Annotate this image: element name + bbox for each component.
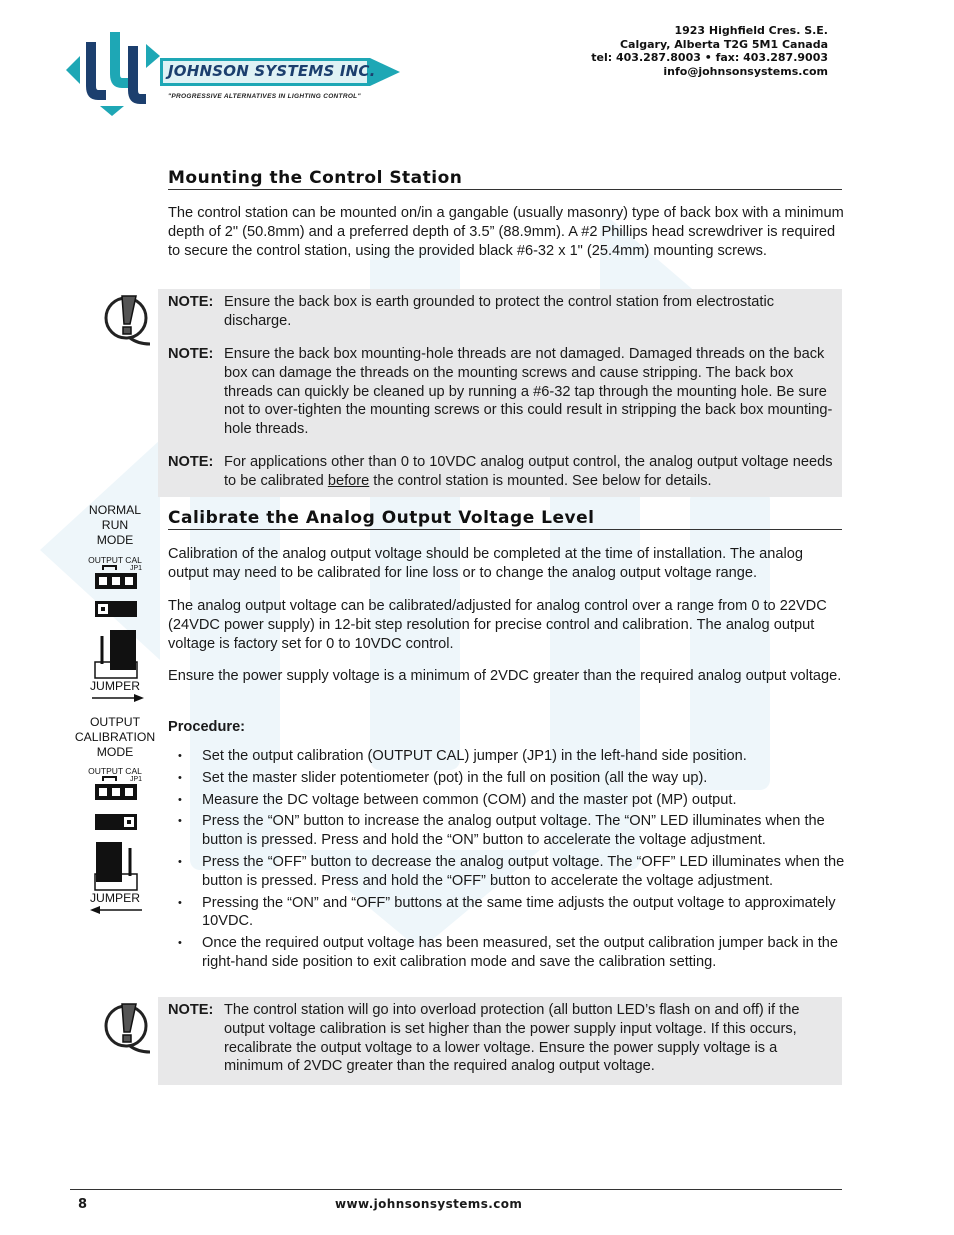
procedure-step: • Press the “OFF” button to decrease the analog output voltage. The “OFF” LED illuminates when the button is pressed. Press and hold the “OFF” button to accelerate the voltage adjustment. <box>168 853 848 891</box>
jumper-side-view-diagram <box>94 840 140 892</box>
mounting-paragraph: The control station can be mounted on/in a gangable (usually masonry) type of back box with a minimum depth of 2" (50.8mm) and a preferred depth of 3.5” (88.9mm). A #2 Phillips head screwdriver is required to secure the control station, using the provided black #6-32 x 1" (25.4mm) mounting screws. <box>168 205 844 259</box>
address-street: 1923 Highfield Cres. S.E. <box>674 24 828 37</box>
company-logo-icon <box>66 24 160 116</box>
note-text: The control station will go into overload protection (all button LED’s flash on and off) if the output voltage calibration is set higher than the power supply input voltage. If this occurs, recalibrate the output voltage to a lower voltage. Ensure the power supply voltage is a minimum of 2VDC greater than the required analog output voltage. <box>224 1002 800 1075</box>
address-phone: tel: 403.287.8003 • fax: 403.287.9003 <box>591 51 828 65</box>
address-email: info@johnsonsystems.com <box>663 64 828 78</box>
note-text: Ensure the back box is earth grounded to protect the control station from electrostatic discharge. <box>224 294 774 329</box>
calibrate-paragraph-3: Ensure the power supply voltage is a minimum of 2VDC greater than the required analog output voltage. <box>168 668 842 684</box>
procedure-step: • Once the required output voltage has been measured, set the output calibration jumper back in the right-hand side position to exit calibration mode and save the calibration setting. <box>168 934 848 972</box>
company-tagline: "PROGRESSIVE ALTERNATIVES IN LIGHTING CONTROL" <box>168 93 361 100</box>
footer-divider <box>70 1189 842 1190</box>
jumper-header-diagram <box>94 773 140 803</box>
note-text-start: For applications other than 0 to 10VDC analog output control, the analog output voltage needs to be calibrated <box>224 454 833 489</box>
footer-website-link[interactable]: www.johnsonsystems.com <box>335 1197 523 1211</box>
note-label: NOTE: <box>168 454 214 470</box>
jp1-label: JP1 <box>129 776 142 783</box>
procedure-steps <box>168 747 848 975</box>
page-number: 8 <box>78 1197 88 1212</box>
jumper-label: JUMPER <box>89 891 141 905</box>
jumper-position-diagram <box>94 600 140 618</box>
caution-note-icon <box>102 290 154 346</box>
mounting-section-title: Mounting the Control Station <box>168 168 842 190</box>
calibration-note <box>168 1001 840 1076</box>
jumper-label: JUMPER <box>89 679 141 693</box>
output-cal-label: OUTPUT CAL <box>88 766 142 776</box>
calibrate-section-title: Calibrate the Analog Output Voltage Level <box>168 508 842 530</box>
arrow-left-icon <box>90 905 142 915</box>
jp1-label: JP1 <box>129 565 142 572</box>
note-text <box>224 453 840 491</box>
procedure-step: • Pressing the “ON” and “OFF” buttons at the same time adjusts the output voltage to approximately 10VDC. <box>168 894 848 932</box>
mounting-notes-box <box>158 289 842 497</box>
note-underlined-word: before <box>327 472 370 489</box>
calibrate-paragraph-1: Calibration of the analog output voltage should be completed at the time of installation. The analog output may need to be calibrated for line loss or to change the analog output voltage range. <box>168 546 803 581</box>
mounting-note-1 <box>168 293 840 331</box>
mounting-note-3 <box>168 453 840 491</box>
procedure-step: • Measure the DC voltage between common (COM) and the master pot (MP) output. <box>168 791 848 810</box>
note-label: NOTE: <box>168 346 214 362</box>
note-label: NOTE: <box>168 1002 214 1018</box>
arrow-right-icon <box>92 693 144 703</box>
normal-run-mode-label: NORMAL RUN MODE <box>88 503 142 547</box>
note-text: Ensure the back box mounting-hole threads are not damaged. Damaged threads on the back box can damage the threads on the mounting screws and cause stripping. The back box threads can quickly be cleaned up by running a #6-32 tap through the mounting hole. Be sure not to over-tighten the mounting screws or this could result in stripping the back box mounting-hole threads. <box>224 346 833 438</box>
caution-note-icon <box>102 998 154 1054</box>
calibration-note-box <box>158 997 842 1085</box>
procedure-title: Procedure: <box>168 719 246 735</box>
jumper-position-diagram <box>94 813 140 831</box>
procedure-step: • Set the master slider potentiometer (pot) in the full on position (all the way up). <box>168 769 848 788</box>
jumper-header-diagram <box>94 562 140 592</box>
company-name: JOHNSON SYSTEMS INC. <box>168 62 376 80</box>
note-text-end: the control station is mounted. See below for details. <box>369 472 712 489</box>
address-city: Calgary, Alberta T2G 5M1 Canada <box>619 37 828 51</box>
procedure-step: • Set the output calibration (OUTPUT CAL) jumper (JP1) in the left-hand side position. <box>168 747 848 766</box>
mounting-note-2 <box>168 345 840 439</box>
calibrate-paragraph-2: The analog output voltage can be calibrated/adjusted for analog control over a range from 0 to 22VDC (24VDC power supply) in 12-bit step resolution for precise control and calibration. The analog output voltage is factory set for 0 to 10VDC control. <box>168 598 827 652</box>
procedure-step: • Press the “ON” button to increase the analog output voltage. The “ON” LED illuminates when the button is pressed. Press and hold the “ON” button to accelerate the voltage adjustment. <box>168 812 848 850</box>
calibration-mode-label: OUTPUT CALIBRATION MODE <box>74 715 156 759</box>
output-cal-label: OUTPUT CAL <box>88 555 142 565</box>
jumper-side-view-diagram <box>94 628 140 680</box>
company-address <box>591 24 828 78</box>
note-label: NOTE: <box>168 294 214 310</box>
